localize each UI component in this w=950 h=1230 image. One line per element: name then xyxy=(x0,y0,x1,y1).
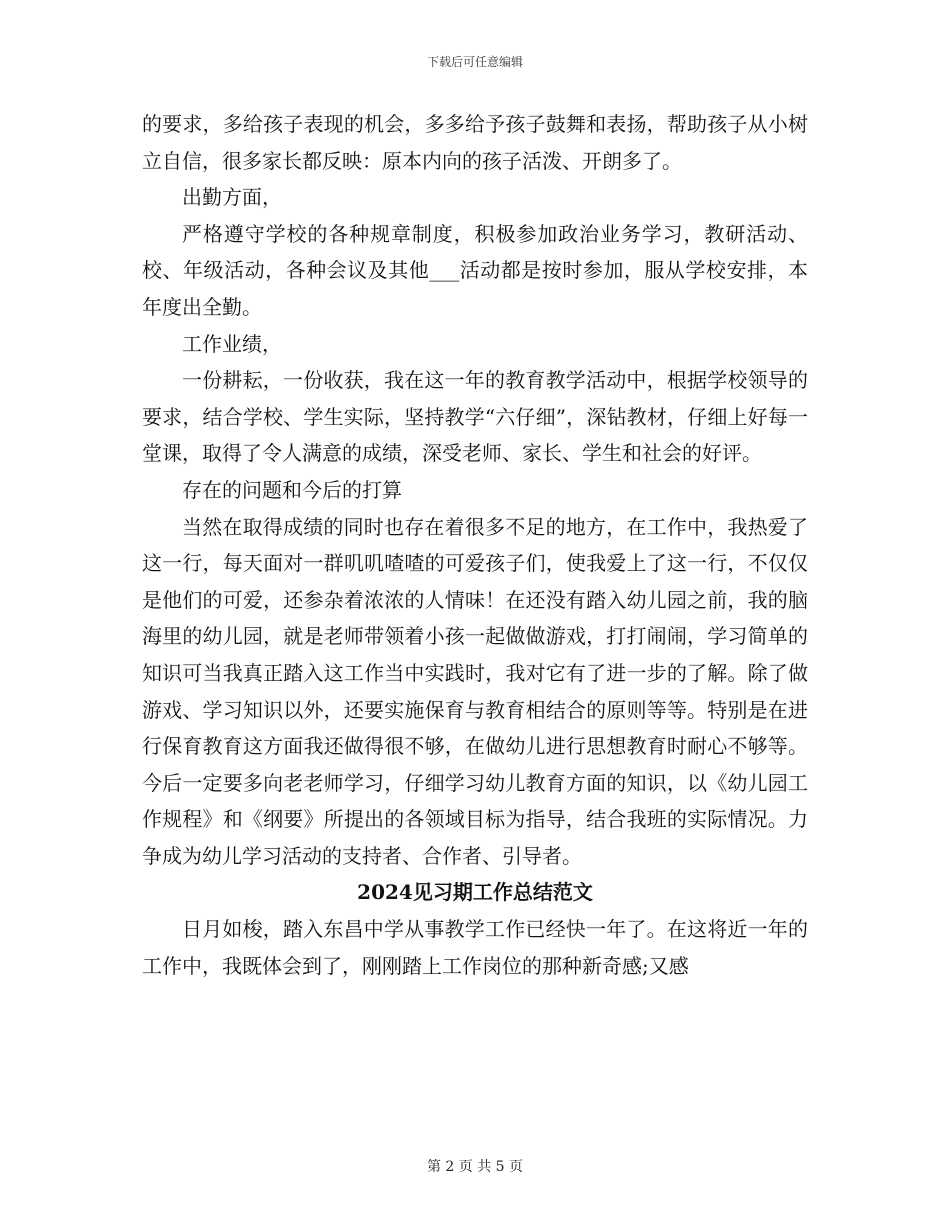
paragraph-intro: 日月如梭，踏入东昌中学从事教学工作已经快一年了。在这将近一年的工作中，我既体会到了，刚刚踏上工作岗位的那种新奇感;又感 xyxy=(142,917,808,978)
section-label-attendance: 出勤方面， xyxy=(182,185,282,210)
document-body xyxy=(142,106,808,984)
paragraph-attendance: 严格遵守学校的各种规章制度，积极参加政治业务学习，教研活动、校、年级活动，各种会议及其他___活动都是按时参加，服从学校安排，本年度出全勤。 xyxy=(142,221,808,319)
paragraph-problems: 当然在取得成绩的同时也存在着很多不足的地方，在工作中，我热爱了这一行，每天面对一群叽叽喳喳的可爱孩子们，使我爱上了这一行，不仅仅是他们的可爱，还参杂着浓浓的人情味！在还没有踏入幼儿园之前，我的脑海里的幼儿园，就是老师带领着小孩一起做做游戏，打打闹闹，学习简单的知识可当我真正踏入这工作当中实践时，我对它有了进一步的了解。除了做游戏、学习知识以外，还要实施保育与教育相结合的原则等等。特别是在进行保育教育这方面我还做得很不够，在做幼儿进行思想教育时耐心不够等。今后一定要多向老老师学习，仔细学习幼儿教育方面的知识，以《幼儿园工作规程》和《纲要》所提出的各领域目标为指导，结合我班的实际情况。力争成为幼儿学习活动的支持者、合作者、引导者。 xyxy=(142,514,808,868)
paragraph-achievements: 一份耕耘，一份收获，我在这一年的教育教学活动中，根据学校领导的要求，结合学校、学生实际，坚持教学“六仔细”，深钻教材，仔细上好每一堂课，取得了令人满意的成绩，深受老师、家长、学生和社会的好评。 xyxy=(142,368,808,466)
header-note: 下载后可任意编辑 xyxy=(426,55,523,69)
paragraph-1: 的要求，多给孩子表现的机会，多多给予孩子鼓舞和表扬，帮助孩子从小树立自信，很多家长都反映：原本内向的孩子活泼、开朗多了。 xyxy=(142,112,808,173)
section-label-problems: 存在的问题和今后的打算 xyxy=(182,477,402,502)
page-number: 第 2 页 共 5 页 xyxy=(426,1159,524,1175)
section-label-achievements: 工作业绩， xyxy=(182,331,282,356)
section-heading: 2024见习期工作总结范文 xyxy=(357,880,593,905)
